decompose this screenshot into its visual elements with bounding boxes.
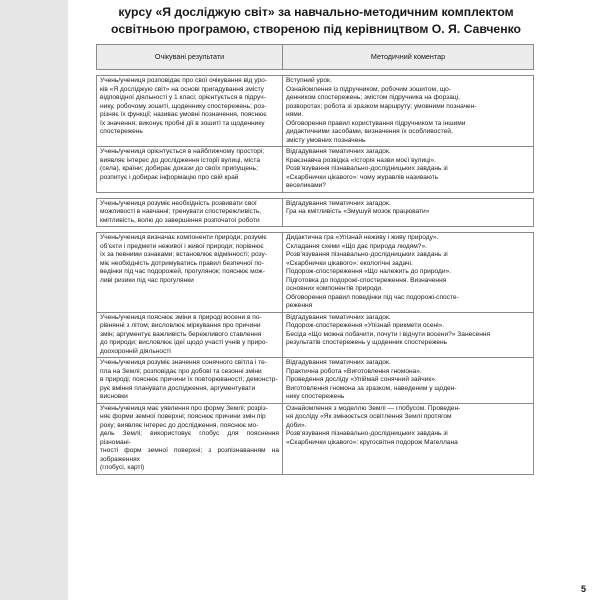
cell-text-line: Краєзнавча розвідка «Історія назви моєї вулиці». [286,156,436,164]
cell-text-line: Практична робота «Виготовлення гномона». [286,367,422,375]
cell-text-line: кмітливість, волю до завершення розпочатої роботи [100,216,260,224]
cell-text-line: (села), країни; добирає докази до своїх припущень; [100,165,258,172]
expected-results-cell [97,147,283,193]
cell-text-line: веселиками? [286,182,326,189]
cell-text-line: Учень/учениця розповідає про свої очікування від уро- [100,77,267,84]
cell-text-line: Відгадування тематичних загадок. [286,148,391,155]
cell-text-line: доохоронній діяльності [100,347,171,355]
cell-text-line: розворотах; робота зі зразком маршруту; умовними позначен- [286,102,477,110]
cell-text-line: Подорож-спостереження «Що належить до природи». [286,268,452,275]
side-margin-bar [0,0,68,600]
cell-text-line: можливості в навчанні; тренувати спостережливість, [100,208,262,215]
cell-text-line: міє необхідність дотримуватись правил безпечної по- [100,259,264,267]
cell-text-line: «Скарбнички цікавого»: чому журавлів називають [286,173,439,181]
cell-text-line: Подорож-спостереження «Упізнай прикмети осені». [286,322,445,329]
table-row [97,403,534,474]
cell-text-line: змін; аргументує важливість бережливого ставлення [100,330,262,338]
header-prefix: курсу [118,5,156,19]
cell-text-line: об’єкти і предмети неживої і живої природи; порівнює [100,242,264,250]
cell-text-line: Обговорення правил поведінки під час подорожі-спосте- [286,293,459,301]
page-number: 5 [580,584,586,594]
cell-text-line: Розв’язування пізнавально-дослідницьких завдань зі [286,251,448,258]
cell-text-line: виявляє інтерес до дослідження історії вулиці, міста [100,156,261,164]
cell-text-line: Виготовлення гномона за зразком, наведеним у щоден- [286,384,457,392]
cell-text-line: змісту умовних позначень [286,136,366,144]
methodical-comment-cell [283,358,534,404]
cell-text-line: дидактичними засобами, визначення їх особливостей, [286,128,453,135]
column-header-comment: Методичний коментар [283,45,534,70]
cell-text-line: тності форм земної поверхні; з розпізнаванням на зображеннях [100,447,279,463]
cell-text-line: ливі ризики під час прогулянки [100,276,194,284]
methodical-comment-cell [283,403,534,474]
cell-text-line: відповідної діяльності у 1 класі; орієнтується в підруч- [100,94,266,101]
table-row [97,358,534,404]
cell-text-line: Обговорення правил користування підручником та іншими [286,119,466,127]
cell-text-line: пла на Землі; розповідає про добові та сезонні зміни [100,367,262,375]
cell-text-line: Учень/учениця визначає компоненти природи; розуміє [100,234,267,241]
cell-text-line: їх за певними ознаками; встановлює відмінності; розу- [100,251,267,258]
cell-text-line: спостережень [100,128,143,135]
cell-text-line: основних компонентів природи. [286,285,383,292]
cell-text-line: Учень/учениця має уявлення про форму Землі; розріз- [100,404,268,412]
cell-text-line: висновки [100,393,128,400]
expected-results-cell [97,233,283,313]
cell-text-line: Дидактична гра «Упізнай неживу і живу природу». [286,234,439,241]
cell-text-line: Вступний урок. [286,77,332,84]
cell-text-line: Учень/учениця розуміє значення сонячного світла і те- [100,359,268,366]
methodical-comment-cell [283,147,534,193]
cell-text-line: дель Землі; використовує глобус для пояснення різномані- [100,430,279,446]
cell-text-line: нику спостережень [286,393,345,400]
cell-text-line: розпитує і добирає інформацію про свій край [100,173,239,181]
cell-text-line: Учень/учениця пояснює зміни в природі восени в по- [100,313,262,321]
curriculum-table [96,44,534,475]
cell-text-line: нями. [286,111,304,118]
course-name: «Я досліджую світ» [155,5,275,19]
cell-text-line: Підготовка до подорожі-спостереження. Визначення [286,276,447,284]
methodical-comment-cell [283,76,534,147]
page-header [82,4,550,38]
table-header-row [97,45,534,70]
column-header-results: Очікувані результати [97,45,283,70]
cell-text-line: Складання схеми «Що дає природа людям?». [286,242,427,250]
cell-text-line: різняє їх функції; називає умовні позначення, пояснює [100,111,267,118]
cell-text-line: «Скарбнички цікавого»: кругосвітня подорож Магеллана [286,438,458,446]
cell-text-line: «Скарбнички цікавого»: екологічні задачі. [286,259,413,267]
cell-text-line: Бесіда «Що можна побачити, почути і відчути восени?» Занесення [286,330,491,338]
cell-text-line: Гра на кмітливість «Змушуй мозок працювати» [286,208,430,215]
cell-text-line: ків «Я досліджую світ» на основі пригадування змісту [100,85,264,93]
cell-text-line: в природі; пояснює причини їх повторюваності; демонстр- [100,376,278,383]
table-row [97,147,534,193]
methodical-comment-cell [283,312,534,358]
expected-results-cell [97,76,283,147]
cell-text-line: нику, робочому зошиті, щоденнику спостережень; роз- [100,102,267,110]
cell-text-line: Ознайомлення із підручником, робочим зошитом, що- [286,85,451,93]
cell-text-line: ня досліду «Як змінюється освітлення Землі протягом [286,413,452,420]
table-row [97,198,534,227]
table-body [97,70,534,475]
cell-text-line: няє форми земної поверхні; пояснює причини змін пір [100,413,266,420]
cell-text-line: Учень/учениця орієнтується в найближчому просторі; [100,148,265,155]
cell-text-line: Відгадування тематичних загадок. [286,199,391,207]
expected-results-cell [97,312,283,358]
header-line-1 [82,4,550,21]
header-suffix: за навчально-методичним комплектом [274,5,514,19]
table-row [97,312,534,358]
table-row [97,233,534,313]
cell-text-line: Відгадування тематичних загадок. [286,313,391,321]
cell-text-line: денником спостережень; змістом підручника на форзаці, [286,94,460,101]
header-line-2: освітньою програмою, створеною під керівництвом О. Я. Савченко [111,22,521,36]
cell-text-line: рує вміння планувати дослідження, аргументувати [100,384,256,392]
cell-text-line: ведінки під час подорожей, прогулянок; пояснює мож- [100,268,265,275]
cell-text-line: Проведення досліду «Упіймай сонячний зайчик». [286,376,437,383]
methodical-comment-cell [283,198,534,227]
cell-text-line: результатів спостережень у щоденник спостережень [286,339,448,346]
table-row [97,76,534,147]
cell-text-line: Розв’язування пізнавально-дослідницьких завдань зі [286,430,448,437]
methodical-comment-cell [283,233,534,313]
expected-results-cell [97,198,283,227]
cell-text-line: року; виявляє інтерес до дослідження, пояснює мо- [100,421,259,429]
cell-text-line: Учень/учениця розуміє необхідність розвивати свої [100,199,257,207]
expected-results-cell [97,403,283,474]
cell-text-line: реження [286,302,313,309]
cell-text-line: до природи; висловлює ідеї щодо участі учнів у приро- [100,339,268,346]
cell-text-line: доби». [286,421,307,429]
cell-text-line: Ознайомлення з моделлю Землі — глобусом. Проведен- [286,404,461,412]
expected-results-cell [97,358,283,404]
cell-text-line: (глобусі, карті) [100,464,145,471]
cell-text-line: рівнянні з літом; висловлює міркування про причини [100,322,261,329]
cell-text-line: Відгадування тематичних загадок. [286,359,391,366]
cell-text-line: Розв’язування пізнавально-дослідницьких завдань зі [286,165,448,172]
cell-text-line: їх значення; виконує пробні дії в зошиті та щоденнику [100,119,265,127]
